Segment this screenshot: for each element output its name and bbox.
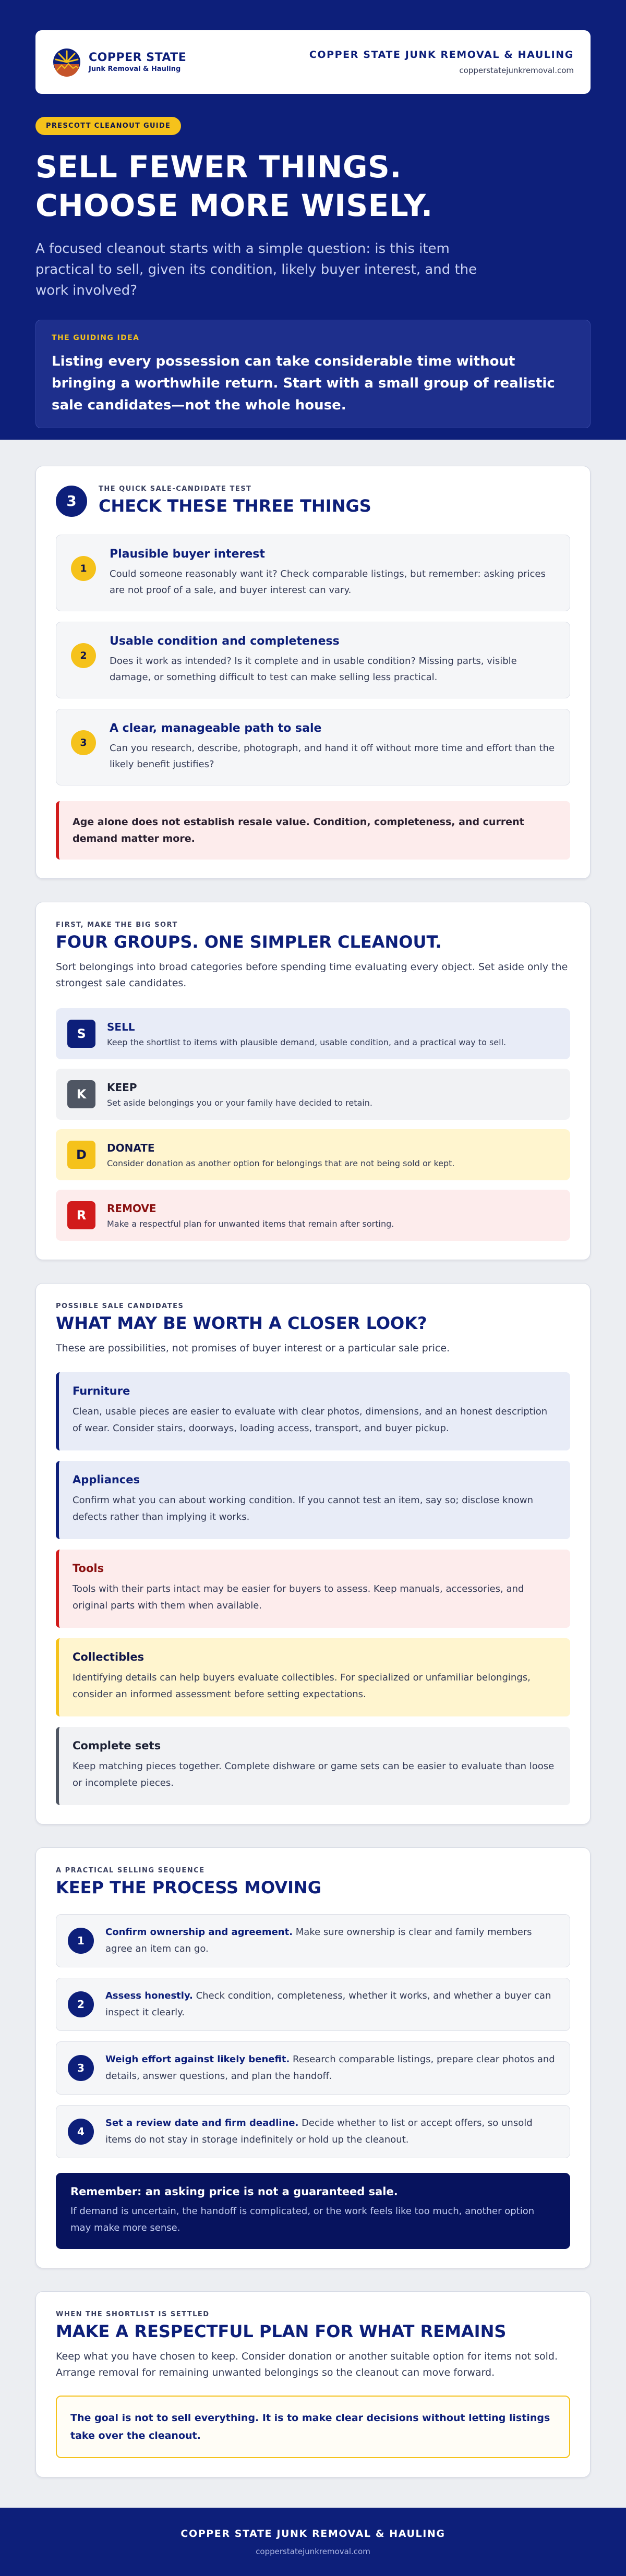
step-detail: Check condition, completeness, whether it works, and whether a buyer can inspect it clearly.	[105, 1990, 551, 2018]
copper-state-logo-icon	[52, 47, 81, 77]
logo[interactable]	[52, 47, 186, 77]
process-step	[56, 2105, 570, 2158]
group-letter: K	[67, 1080, 95, 1108]
section-title: CHECK THESE THREE THINGS	[99, 496, 371, 516]
group-title: KEEP	[107, 1081, 137, 1094]
check-desc: Could someone reasonably want it? Check comparable listings, but remember: asking prices are not proof of a sale, and buyer interest can vary.	[110, 569, 546, 596]
candidate-desc: Keep matching pieces together. Complete dishware or game sets can be easier to evaluate than loose or incomplete pieces.	[73, 1761, 555, 1788]
candidate-tools	[56, 1550, 570, 1628]
section-kicker: FIRST, MAKE THE BIG SORT	[56, 921, 178, 929]
candidates-card	[35, 1283, 591, 1824]
group-desc: Keep the shortlist to items with plausible demand, usable condition, and a practical way to sell.	[107, 1037, 507, 1047]
step-number: 4	[68, 2119, 94, 2145]
header-brand: COPPER STATE JUNK REMOVAL & HAULING	[309, 49, 574, 61]
candidate-desc: Clean, usable pieces are easier to evaluate with clear photos, dimensions, and an honest description of wear. Consider stairs, doorways, loading access, transport, and buyer pickup.	[73, 1406, 548, 1434]
group-letter: R	[67, 1201, 95, 1229]
step-lead: Weigh effort against likely benefit.	[105, 2054, 290, 2065]
group-letter: S	[67, 1020, 95, 1048]
age-warning-note: Age alone does not establish resale value. Condition, completeness, and current demand matter more.	[56, 801, 570, 860]
section-title: FOUR GROUPS. ONE SIMPLER CLEANOUT.	[56, 932, 442, 952]
big-sort-card	[35, 902, 591, 1260]
candidate-appliances	[56, 1461, 570, 1539]
footer	[0, 2508, 626, 2576]
check-number: 2	[71, 643, 96, 668]
check-number: 1	[71, 556, 96, 581]
group-sell	[56, 1008, 570, 1059]
candidate-title: Collectibles	[73, 1651, 145, 1663]
step-text	[105, 1988, 558, 2021]
group-title: DONATE	[107, 1141, 155, 1154]
step-number: 2	[68, 1991, 94, 2017]
step-detail: Make sure ownership is clear and family members agree an item can go.	[105, 1927, 532, 1954]
step-text	[105, 2115, 558, 2148]
count-badge: 3	[56, 486, 87, 517]
group-desc: Consider donation as another option for belongings that are not being sold or kept.	[107, 1158, 455, 1168]
check-desc: Can you research, describe, photograph, and hand it off without more time and effort than the likely benefit justifies?	[110, 743, 555, 770]
group-donate	[56, 1129, 570, 1180]
reminder-title: Remember: an asking price is not a guaranteed sale.	[70, 2185, 398, 2198]
process-step	[56, 2041, 570, 2095]
candidate-title: Furniture	[73, 1385, 130, 1397]
group-remove	[56, 1190, 570, 1241]
candidate-desc: Identifying details can help buyers evaluate collectibles. For specialized or unfamiliar belongings, consider an informed assessment before setting expectations.	[73, 1672, 531, 1700]
hero-title	[35, 148, 591, 225]
step-lead: Confirm ownership and agreement.	[105, 1927, 293, 1938]
section-title: WHAT MAY BE WORTH A CLOSER LOOK?	[56, 1313, 427, 1333]
section-title: KEEP THE PROCESS MOVING	[56, 1878, 322, 1897]
price-reminder-box	[56, 2173, 570, 2249]
check-title: Plausible buyer interest	[110, 548, 265, 561]
logo-subtitle: Junk Removal & Hauling	[89, 65, 181, 73]
sale-test-card	[35, 466, 591, 879]
candidate-title: Appliances	[73, 1473, 140, 1486]
process-step	[56, 1914, 570, 1967]
footer-brand: COPPER STATE JUNK REMOVAL & HAULING	[180, 2527, 446, 2539]
hero-lede: A focused cleanout starts with a simple question: is this item practical to sell, given its condition, likely buyer interest, and the work involved?	[35, 241, 477, 298]
candidate-desc: Confirm what you can about working condition. If you cannot test an item, say so; disclose known defects rather than implying it works.	[73, 1495, 533, 1522]
group-desc: Make a respectful plan for unwanted items that remain after sorting.	[107, 1218, 394, 1229]
step-number: 1	[68, 1928, 94, 1954]
check-item	[56, 622, 570, 698]
section-kicker: A PRACTICAL SELLING SEQUENCE	[56, 1867, 205, 1874]
guide-badge: PRESCOTT CLEANOUT GUIDE	[35, 117, 181, 135]
candidate-furniture	[56, 1372, 570, 1450]
hero-section	[0, 0, 626, 440]
group-title: SELL	[107, 1020, 135, 1033]
section-intro: Keep what you have chosen to keep. Consider donation or another suitable option for items not sold. Arrange removal for remaining unwanted belongings so the cleanout can move forward.	[56, 2351, 558, 2378]
step-text	[105, 2051, 558, 2085]
process-card	[35, 1847, 591, 2268]
section-title: MAKE A RESPECTFUL PLAN FOR WHAT REMAINS	[56, 2321, 507, 2341]
logo-title: COPPER STATE	[89, 51, 187, 64]
group-title: REMOVE	[107, 1202, 156, 1215]
check-number: 3	[71, 730, 96, 755]
process-step	[56, 1978, 570, 2031]
group-desc: Set aside belongings you or your family have decided to retain.	[107, 1097, 372, 1108]
step-lead: Set a review date and firm deadline.	[105, 2118, 299, 2128]
group-keep	[56, 1069, 570, 1120]
guiding-idea-text: Listing every possession can take considerable time without bringing a worthwhile return. Start with a small group of realistic sale candidates—not the whole house.	[52, 354, 555, 413]
hero-title-line1: SELL FEWER THINGS.	[35, 149, 402, 185]
section-kicker: WHEN THE SHORTLIST IS SETTLED	[56, 2311, 210, 2318]
step-text	[105, 1924, 558, 1957]
guiding-idea-box	[35, 320, 591, 428]
goal-callout: The goal is not to sell everything. It is to make clear decisions without letting listings take over the cleanout.	[56, 2396, 570, 2458]
section-intro: These are possibilities, not promises of buyer interest or a particular sale price.	[56, 1343, 450, 1354]
top-bar	[35, 30, 591, 94]
candidate-title: Tools	[73, 1562, 104, 1575]
hero-title-line2: CHOOSE MORE WISELY.	[35, 188, 433, 223]
footer-site-link[interactable]: copperstatejunkremoval.com	[256, 2546, 370, 2556]
step-detail: Decide whether to list or accept offers, so unsold items do not stay in storage indefinitely or hold up the cleanout.	[105, 2118, 533, 2145]
reminder-text: If demand is uncertain, the handoff is complicated, or the work feels like too much, another option may make more sense.	[70, 2206, 535, 2233]
check-title: A clear, manageable path to sale	[110, 722, 322, 735]
guiding-idea-kicker: THE GUIDING IDEA	[52, 334, 140, 342]
check-item	[56, 535, 570, 611]
step-detail: Research comparable listings, prepare clear photos and details, answer questions, and plan the handoff.	[105, 2054, 555, 2082]
candidate-desc: Tools with their parts intact may be easier for buyers to assess. Keep manuals, accessories, and original parts with them when available.	[73, 1583, 524, 1611]
candidate-collectibles	[56, 1638, 570, 1716]
remaining-plan-card	[35, 2291, 591, 2477]
section-kicker: THE QUICK SALE-CANDIDATE TEST	[99, 485, 252, 493]
header-site-link[interactable]: copperstatejunkremoval.com	[459, 66, 574, 75]
section-kicker: POSSIBLE SALE CANDIDATES	[56, 1302, 184, 1310]
check-desc: Does it work as intended? Is it complete and in usable condition? Missing parts, visible damage, or something difficult to test can make selling less practical.	[110, 656, 517, 683]
candidate-complete-sets	[56, 1727, 570, 1805]
section-intro: Sort belongings into broad categories before spending time evaluating every object. Set aside only the strongest sale candidates.	[56, 961, 568, 989]
step-number: 3	[68, 2055, 94, 2081]
main-content	[0, 440, 626, 2508]
check-title: Usable condition and completeness	[110, 635, 340, 648]
check-item	[56, 709, 570, 785]
step-lead: Assess honestly.	[105, 1990, 193, 2001]
group-letter: D	[67, 1141, 95, 1169]
candidate-title: Complete sets	[73, 1739, 161, 1752]
